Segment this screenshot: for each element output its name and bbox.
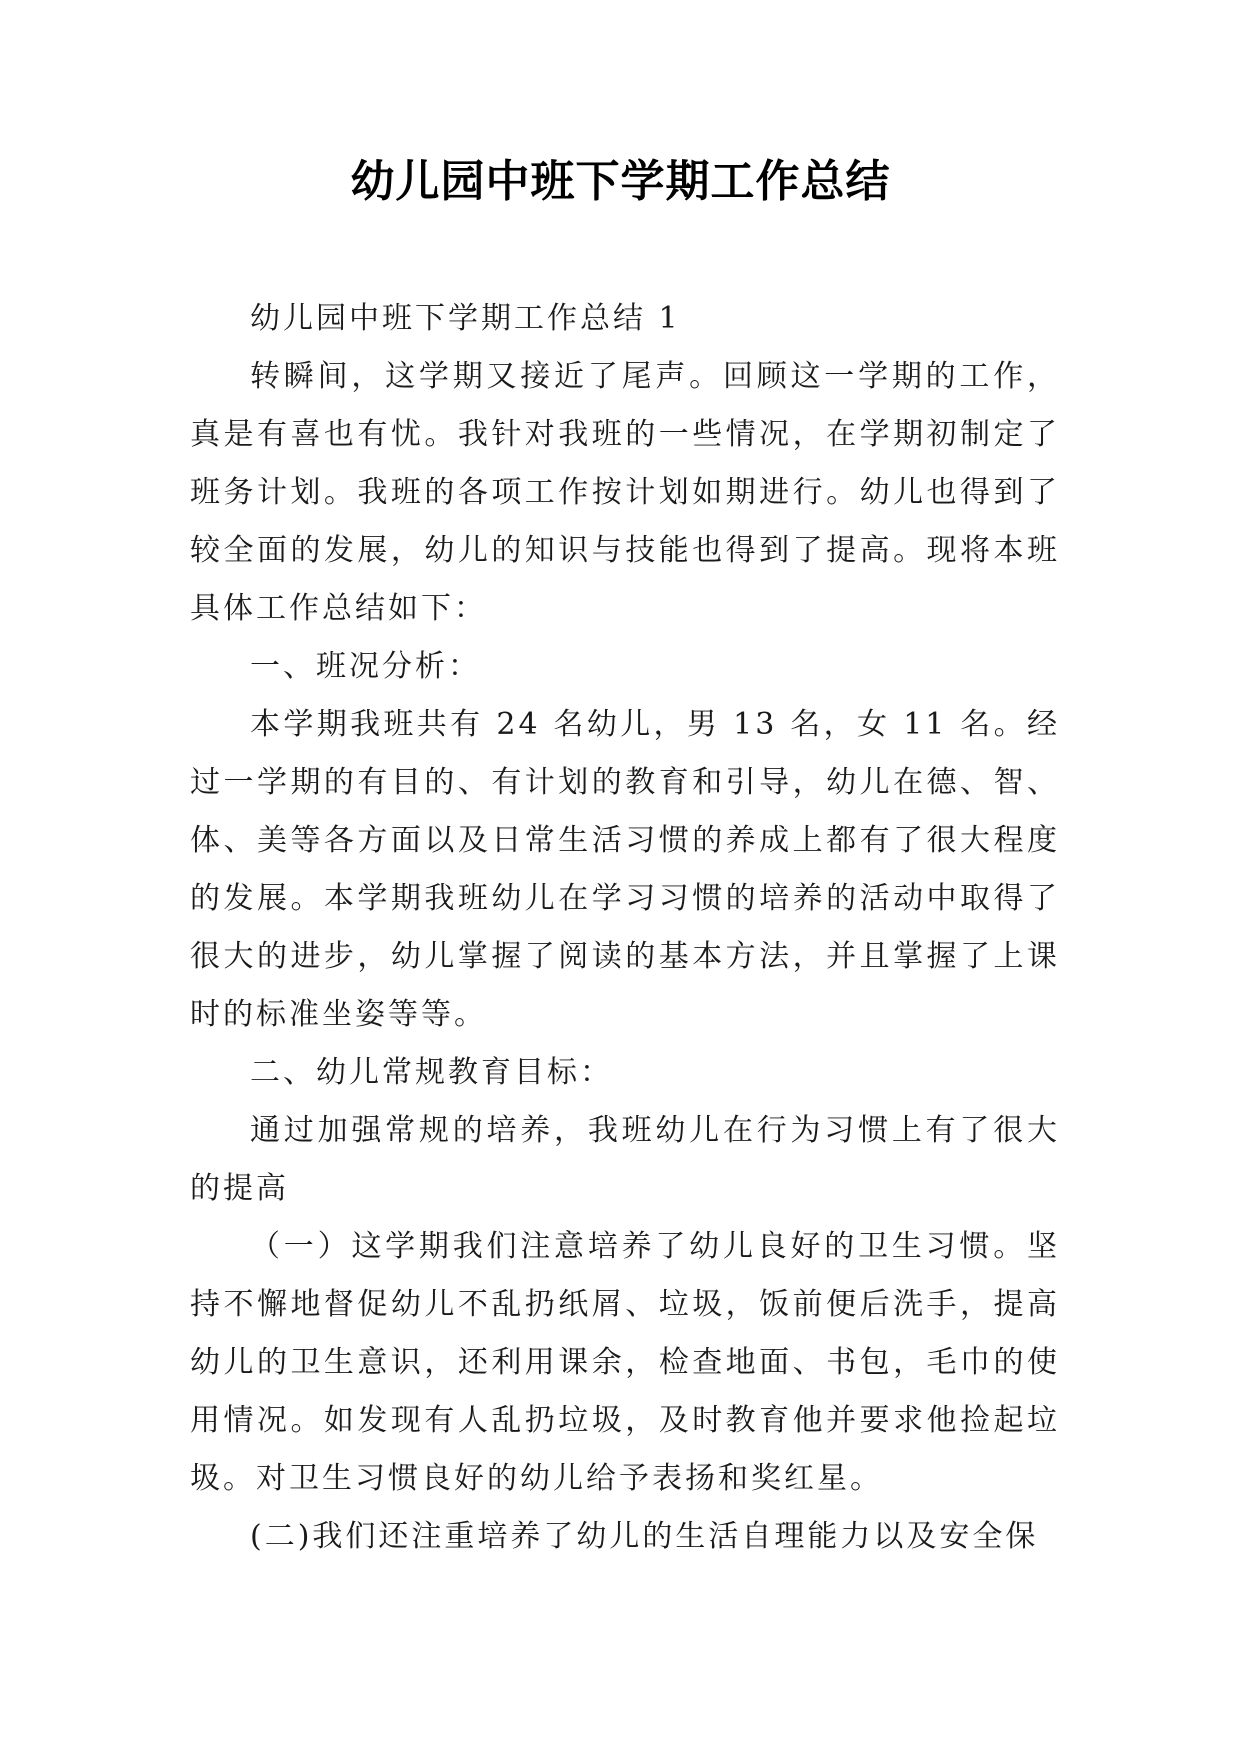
class-analysis-paragraph: 本学期我班共有 24 名幼儿，男 13 名，女 11 名。经过一学期的有目的、有计划的教育和引导，幼儿在德、智、体、美等各方面以及日常生活习惯的养成上都有了很大程度的发展。本学期我班幼儿在学习习惯的培养的活动中取得了很大的进步，幼儿掌握了阅读的基本方法，并且掌握了上课时的标准坐姿等等。 bbox=[190, 707, 1060, 1032]
section-heading-routine-goals: 二、幼儿常规教育目标： bbox=[250, 1055, 613, 1090]
hygiene-habits-paragraph: （一）这学期我们注意培养了幼儿良好的卫生习惯。坚持不懈地督促幼儿不乱扔纸屑、垃圾，饭前便后洗手，提高幼儿的卫生意识，还利用课余，检查地面、书包，毛巾的使用情况。如发现有人乱扔垃圾，及时教育他并要求他捡起垃圾。对卫生习惯良好的幼儿给予表扬和奖红星。 bbox=[190, 1229, 1060, 1496]
document-body bbox=[190, 290, 1060, 1566]
routine-goals-paragraph: 通过加强常规的培养，我班幼儿在行为习惯上有了很大的提高 bbox=[190, 1113, 1060, 1206]
self-care-paragraph: (二)我们还注重培养了幼儿的生活自理能力以及安全保 bbox=[250, 1519, 1039, 1554]
section-heading-class-analysis: 一、班况分析： bbox=[250, 649, 481, 684]
document-title: 幼儿园中班下学期工作总结 bbox=[350, 156, 891, 207]
subtitle-paragraph: 幼儿园中班下学期工作总结 1 bbox=[250, 301, 681, 336]
intro-paragraph: 转瞬间，这学期又接近了尾声。回顾这一学期的工作，真是有喜也有忧。我针对我班的一些情况，在学期初制定了班务计划。我班的各项工作按计划如期进行。幼儿也得到了较全面的发展，幼儿的知识与技能也得到了提高。现将本班具体工作总结如下： bbox=[190, 359, 1060, 626]
